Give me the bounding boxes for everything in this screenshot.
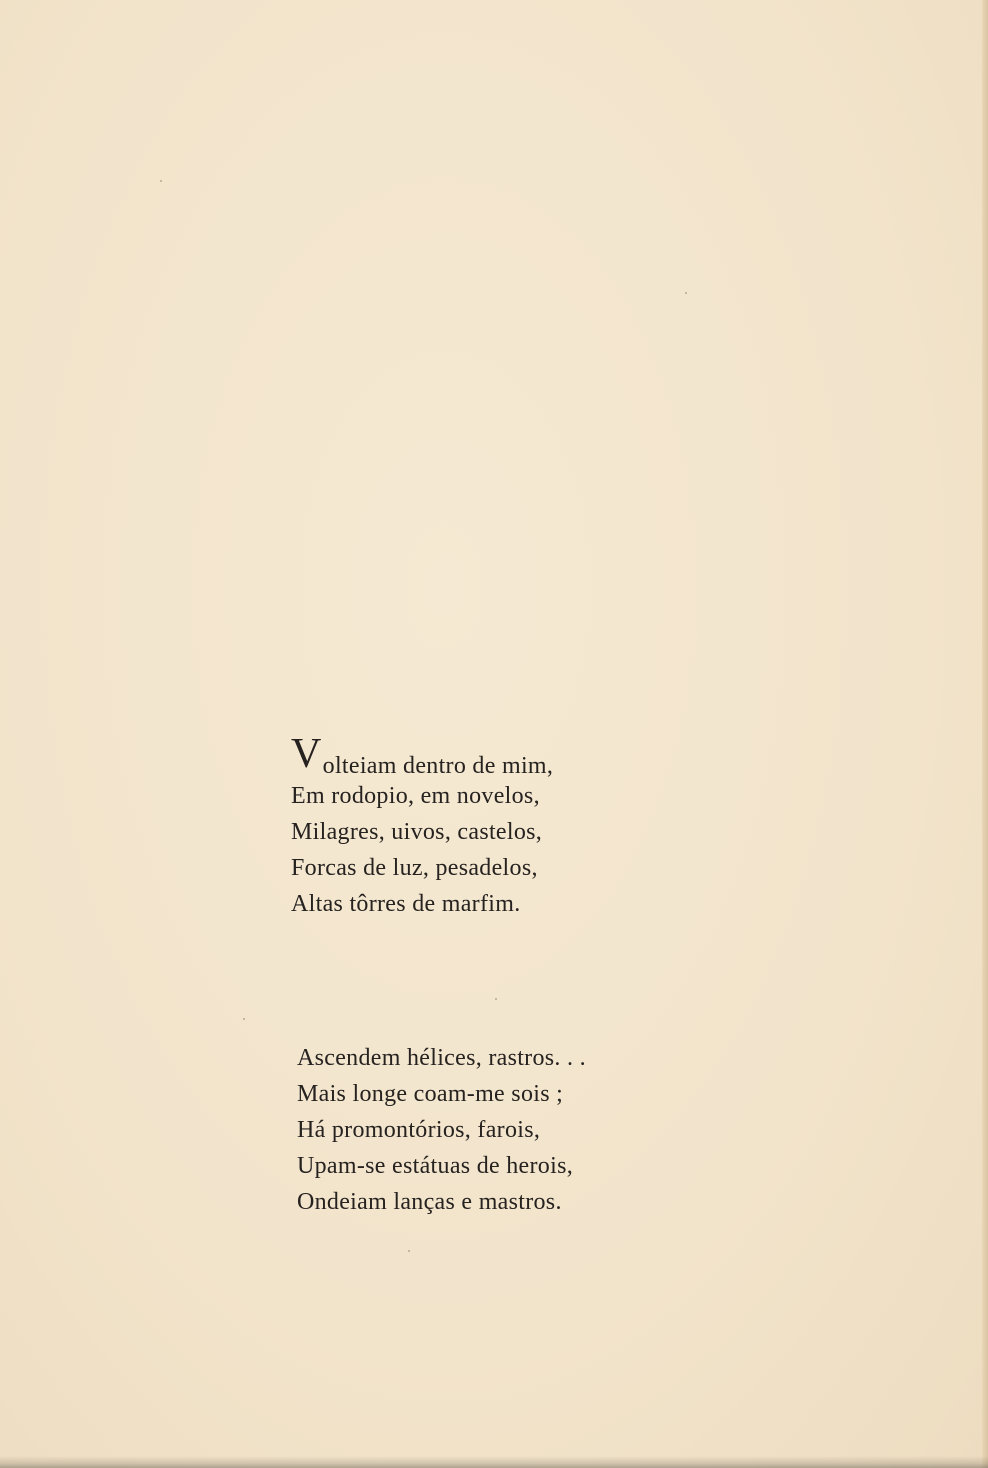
paper-speck [408, 1250, 410, 1252]
paper-speck [160, 180, 162, 182]
poem-line: Altas tôrres de marfim. [291, 891, 521, 917]
page-edge-bottom [0, 1456, 988, 1468]
poem-stanza-2 [297, 1040, 586, 1220]
poem-line: Forcas de luz, pesadelos, [291, 855, 538, 881]
poem-line: Upam-se estátuas de herois, [297, 1153, 574, 1179]
page-edge-right [982, 0, 988, 1468]
poem-line: Ascendem hélices, rastros. . . [297, 1045, 586, 1071]
paper-speck [685, 292, 687, 294]
poem-line: Ondeiam lanças e mastros. [297, 1189, 562, 1215]
poem-line-text: olteiam dentro de mim, [322, 753, 554, 779]
poem-line: Em rodopio, em novelos, [291, 783, 540, 809]
poem-line: Mais longe coam-me sois ; [297, 1081, 564, 1107]
paper-speck [495, 998, 497, 1000]
poem-line [291, 731, 554, 779]
poem-stanza-1 [291, 731, 554, 922]
poem-line: Há promontórios, farois, [297, 1117, 541, 1143]
poem-line: Milagres, uivos, castelos, [291, 819, 543, 845]
paper-speck [243, 1018, 245, 1020]
drop-cap: V [291, 731, 322, 777]
